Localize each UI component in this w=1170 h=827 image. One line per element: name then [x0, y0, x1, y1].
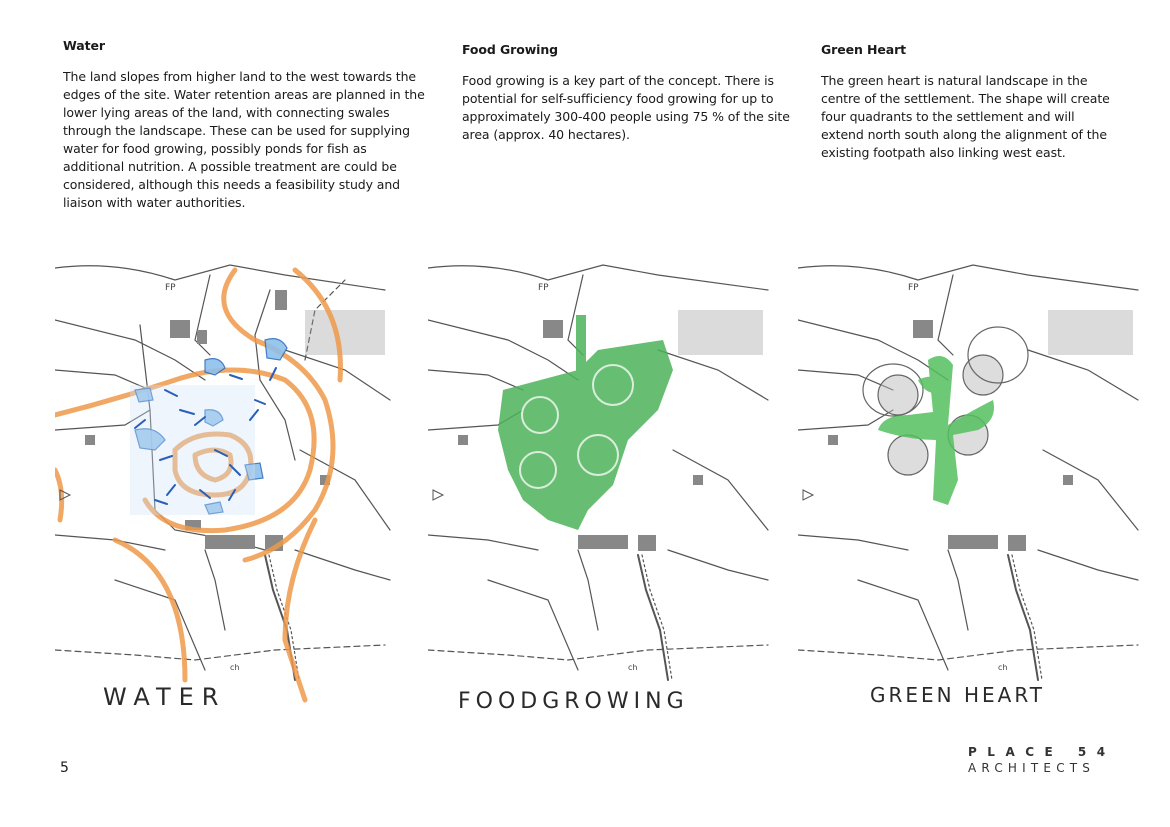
water-sketch-map: [55, 250, 395, 750]
green-heart-sketch-map: [798, 250, 1140, 722]
green-heart-body: The green heart is natural landscape in the centre of the settlement. The shape will create four quadrants to the settlement and will extend north south along the alignment of the existing footpath also linking west east.: [821, 73, 1110, 160]
water-body: The land slopes from higher land to the west towards the edges of the site. Water retention areas are planned in the lower lying areas of the land, with connecting swales through the landscape. These can be used for supplying water for food growing, possibly ponds for fish as additional nutrition. A possible treatment are could be considered, although this needs a feasibility study and liaison with water authorities.: [63, 69, 425, 210]
church-label: ch: [230, 663, 240, 672]
food-growing-sketch-map: [428, 250, 773, 720]
church-label: ch: [998, 663, 1008, 672]
water-caption: WATER: [103, 683, 227, 711]
footpath-label: FP: [538, 283, 549, 293]
water-heading: Water: [63, 38, 105, 53]
brand-logo: [968, 745, 1116, 775]
food-growing-heading: Food Growing: [462, 42, 558, 57]
green-heart-caption: GREEN HEART: [870, 683, 1046, 707]
green-heart-heading: Green Heart: [821, 42, 907, 57]
food-growing-body: Food growing is a key part of the concept. There is potential for self-sufficiency food growing for up to approximately 300-400 people using 75 % of the site area (approx. 40 hectares).: [462, 73, 790, 142]
brand-line-2: ARCHITECTS: [968, 761, 1096, 775]
church-label: ch: [628, 663, 638, 672]
footpath-label: FP: [908, 283, 919, 293]
page-number: 5: [60, 760, 69, 776]
food-growing-caption: FOODGROWING: [458, 689, 689, 714]
footpath-label: FP: [165, 283, 176, 293]
brand-line-1: PLACE 54: [968, 745, 1116, 759]
